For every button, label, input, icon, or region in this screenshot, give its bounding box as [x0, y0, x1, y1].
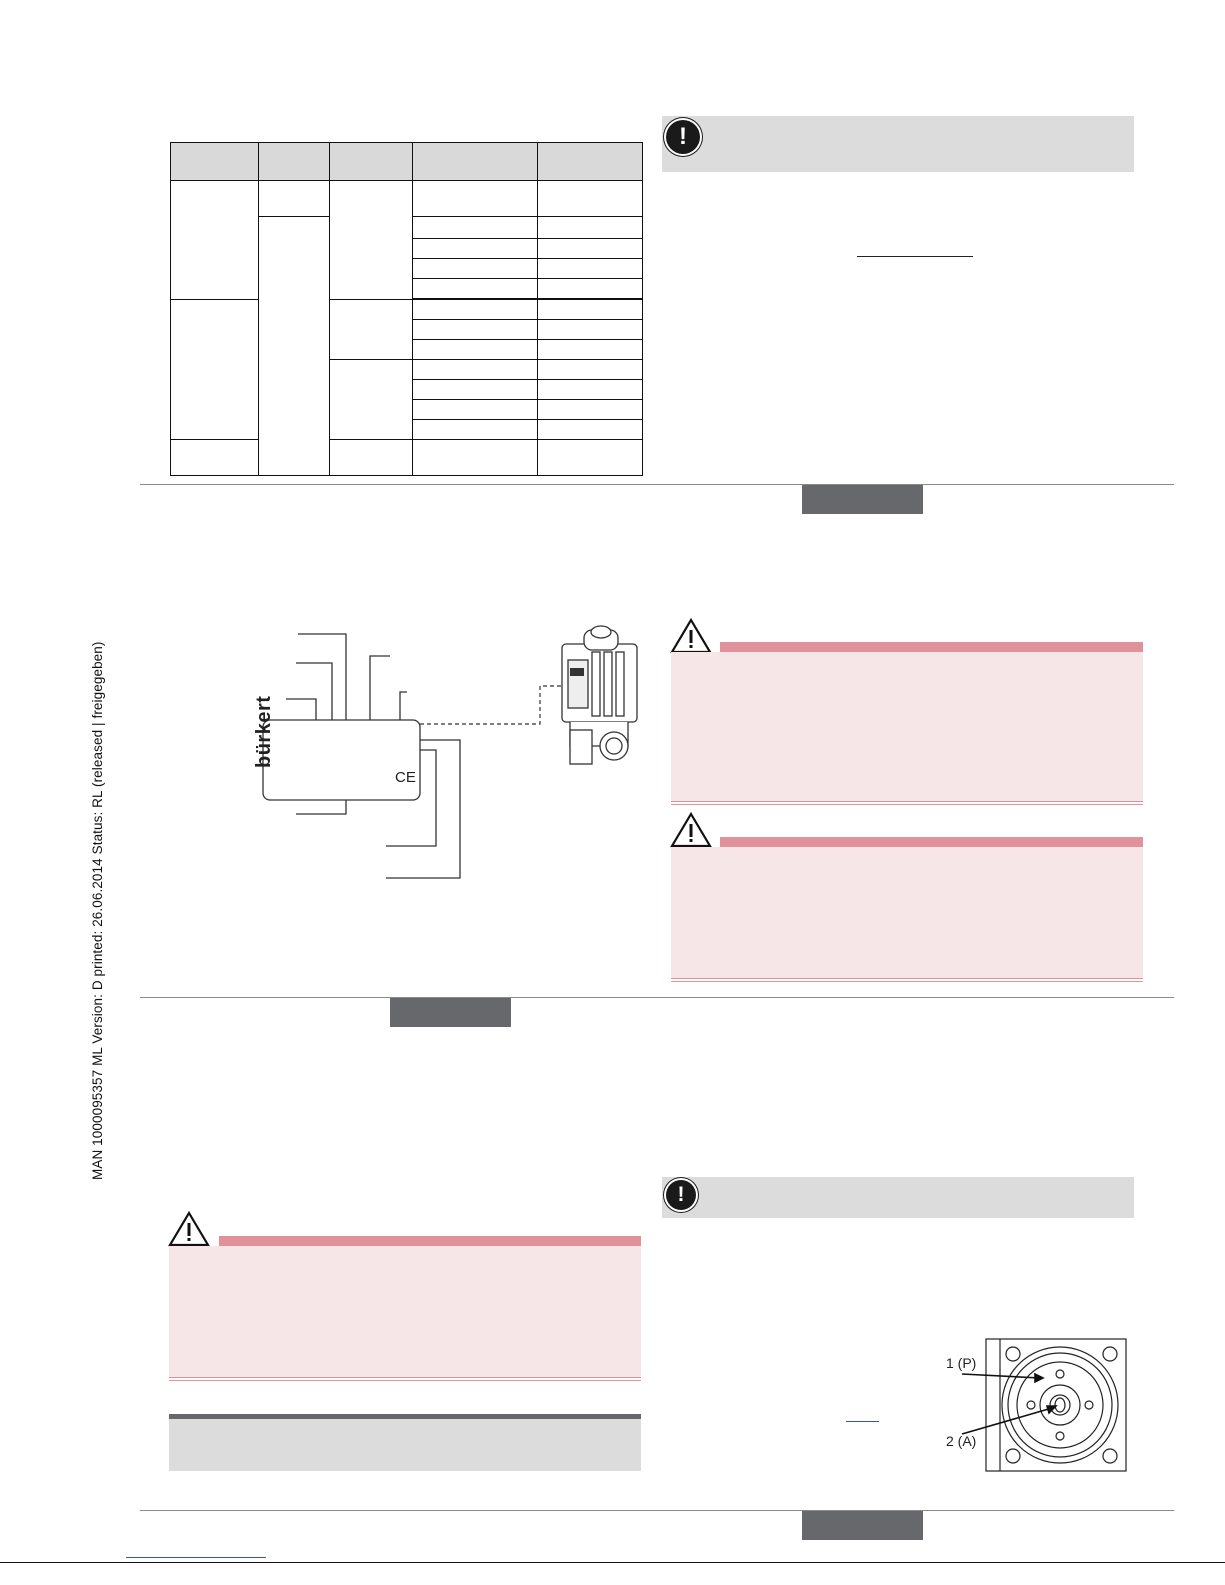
warning-triangle-icon [670, 812, 712, 848]
table-cell [538, 380, 643, 400]
table-row [171, 181, 643, 217]
nameplate-figure [240, 620, 660, 900]
warning-triangle-icon [670, 618, 712, 654]
table-header-cell [538, 143, 643, 181]
table-cell [538, 259, 643, 279]
nameplate-logo: bürkert [253, 695, 275, 768]
table-cell [538, 300, 643, 320]
table-cell [413, 440, 538, 476]
specifications-table [170, 142, 643, 476]
document-status-sidebar: MAN 1000095357 ML Version: D printed: 26.06.2014 Status: RL (released | freigegeben) [90, 641, 105, 1180]
warning-triangle-icon [168, 1211, 210, 1247]
table-row [171, 440, 643, 476]
section-tab [390, 998, 511, 1027]
table-cell [171, 440, 259, 476]
table-cell [413, 279, 538, 299]
info-box [169, 1414, 641, 1471]
table-cell [413, 259, 538, 279]
section-tab [802, 1511, 923, 1540]
table-cell [259, 181, 330, 217]
note-box [662, 116, 1134, 172]
table-header-row [171, 143, 643, 181]
table-cell [538, 420, 643, 440]
warning-box [671, 652, 1143, 802]
ce-mark: CE [395, 769, 416, 786]
table-cell [171, 181, 259, 300]
table-cell [413, 300, 538, 320]
table-cell [413, 340, 538, 360]
table-cell [538, 181, 643, 217]
warning-header-bar [720, 837, 1143, 847]
table-cell [413, 239, 538, 259]
footer-link[interactable] [126, 1557, 266, 1558]
table-cell [538, 320, 643, 340]
warning-box [169, 1246, 641, 1378]
table-cell [330, 440, 413, 476]
table-cell [538, 360, 643, 380]
exclamation-circle-icon: ! [666, 1180, 696, 1210]
cross-reference-link[interactable] [857, 256, 973, 257]
table-cell [413, 400, 538, 420]
port-label-2: 2 (A) [946, 1433, 977, 1449]
note-box [662, 1177, 1134, 1218]
valve-label-marker [570, 668, 584, 676]
table-cell [538, 239, 643, 259]
footer-rule [0, 1562, 1225, 1563]
table-cell [538, 400, 643, 420]
warning-header-bar [219, 1236, 641, 1246]
table-cell [330, 181, 413, 300]
table-cell [330, 360, 413, 440]
table-cell [538, 217, 643, 239]
table-header-cell [330, 143, 413, 181]
warning-box [671, 847, 1143, 979]
exclamation-circle-icon: ! [666, 120, 700, 154]
table-cell [259, 217, 330, 476]
table-cell [171, 300, 259, 440]
table-cell [538, 340, 643, 360]
section-divider [140, 1510, 1174, 1511]
table-header-cell [171, 143, 259, 181]
table-cell [538, 440, 643, 476]
section-divider [140, 997, 1174, 998]
table-header-cell [259, 143, 330, 181]
table-cell [413, 320, 538, 340]
table-row [171, 300, 643, 320]
table-cell [413, 217, 538, 239]
table-cell [413, 380, 538, 400]
table-cell [330, 300, 413, 360]
warning-header-bar [720, 642, 1143, 652]
table-header-cell [413, 143, 538, 181]
table-cell [413, 360, 538, 380]
port-label-1: 1 (P) [946, 1355, 977, 1371]
cross-reference-link[interactable] [846, 1421, 879, 1422]
section-divider [140, 484, 1174, 485]
table-cell [538, 279, 643, 299]
section-tab [802, 485, 923, 514]
table-cell [413, 420, 538, 440]
table-cell [413, 181, 538, 217]
